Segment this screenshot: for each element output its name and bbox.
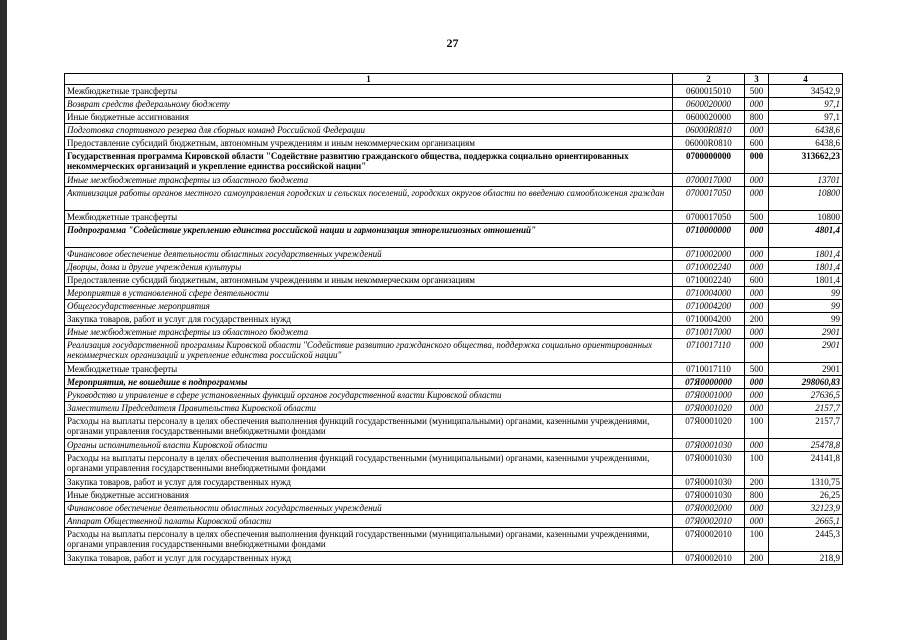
row-amount-cell: 24141,8 bbox=[769, 452, 843, 476]
table-row bbox=[65, 111, 843, 124]
row-name-cell: Руководство и управление в сфере установленных функций органов государственной власти Кировской области bbox=[65, 389, 673, 402]
row-amount-cell: 34542,9 bbox=[769, 85, 843, 98]
row-amount-cell: 10800 bbox=[769, 187, 843, 211]
row-name-cell: Межбюджетные трансферты bbox=[65, 85, 673, 98]
row-code-cell: 07Я0001030 bbox=[673, 439, 745, 452]
row-code-cell: 0710002240 bbox=[673, 274, 745, 287]
row-name-cell: Подпрограмма "Содействие укреплению единства российской нации и гармонизация этнорелигиозных отношений" bbox=[65, 224, 673, 248]
row-name-cell: Иные межбюджетные трансферты из областного бюджета bbox=[65, 174, 673, 187]
row-name-cell: Межбюджетные трансферты bbox=[65, 363, 673, 376]
row-name-cell: Возврат средств федеральному бюджету bbox=[65, 98, 673, 111]
table-row bbox=[65, 452, 843, 476]
table-row bbox=[65, 211, 843, 224]
row-type-cell: 100 bbox=[745, 415, 769, 439]
row-amount-cell: 2157,7 bbox=[769, 402, 843, 415]
row-code-cell: 07Я0002010 bbox=[673, 552, 745, 565]
row-name-cell: Мероприятия, не вошедшие в подпрограммы bbox=[65, 376, 673, 389]
row-type-cell: 100 bbox=[745, 452, 769, 476]
row-code-cell: 0600020000 bbox=[673, 111, 745, 124]
row-name-cell: Расходы на выплаты персоналу в целях обеспечения выполнения функций государственными (муниципальными) органами, казенными учреждениями, органами управления государственными внебюджетными фондами bbox=[65, 528, 673, 552]
row-code-cell: 06000R0810 bbox=[673, 124, 745, 137]
row-code-cell: 0710017000 bbox=[673, 326, 745, 339]
table-row bbox=[65, 376, 843, 389]
table-row bbox=[65, 313, 843, 326]
table-row bbox=[65, 248, 843, 261]
table-row bbox=[65, 150, 843, 174]
row-type-cell: 000 bbox=[745, 261, 769, 274]
row-type-cell: 000 bbox=[745, 98, 769, 111]
row-code-cell: 07Я0001020 bbox=[673, 402, 745, 415]
row-amount-cell: 1801,4 bbox=[769, 248, 843, 261]
column-header-type: 3 bbox=[745, 74, 769, 85]
row-name-cell: Закупка товаров, работ и услуг для государственных нужд bbox=[65, 313, 673, 326]
row-type-cell: 200 bbox=[745, 476, 769, 489]
row-type-cell: 600 bbox=[745, 137, 769, 150]
row-amount-cell: 10800 bbox=[769, 211, 843, 224]
column-header-name: 1 bbox=[65, 74, 673, 85]
row-name-cell: Финансовое обеспечение деятельности областных государственных учреждений bbox=[65, 502, 673, 515]
row-name-cell: Подготовка спортивного резерва для сборных команд Российской Федерации bbox=[65, 124, 673, 137]
row-amount-cell: 2901 bbox=[769, 363, 843, 376]
table-row bbox=[65, 287, 843, 300]
table-row bbox=[65, 326, 843, 339]
row-name-cell: Органы исполнительной власти Кировской области bbox=[65, 439, 673, 452]
row-code-cell: 06000R0810 bbox=[673, 137, 745, 150]
row-code-cell: 0600020000 bbox=[673, 98, 745, 111]
row-type-cell: 000 bbox=[745, 389, 769, 402]
row-name-cell: Закупка товаров, работ и услуг для государственных нужд bbox=[65, 552, 673, 565]
row-name-cell: Дворцы, дома и другие учреждения культуры bbox=[65, 261, 673, 274]
table-row bbox=[65, 489, 843, 502]
table-row bbox=[65, 85, 843, 98]
table-row bbox=[65, 415, 843, 439]
row-code-cell: 0710004000 bbox=[673, 287, 745, 300]
row-type-cell: 000 bbox=[745, 326, 769, 339]
row-type-cell: 000 bbox=[745, 287, 769, 300]
row-type-cell: 200 bbox=[745, 552, 769, 565]
column-header-code: 2 bbox=[673, 74, 745, 85]
row-name-cell: Финансовое обеспечение деятельности областных государственных учреждений bbox=[65, 248, 673, 261]
table-row bbox=[65, 528, 843, 552]
row-amount-cell: 97,1 bbox=[769, 111, 843, 124]
table-header-row bbox=[65, 74, 843, 85]
row-type-cell: 000 bbox=[745, 248, 769, 261]
table-row bbox=[65, 363, 843, 376]
row-amount-cell: 6438,6 bbox=[769, 137, 843, 150]
budget-table bbox=[64, 73, 843, 565]
scan-edge-bar bbox=[0, 0, 7, 640]
table-row bbox=[65, 502, 843, 515]
row-name-cell: Закупка товаров, работ и услуг для государственных нужд bbox=[65, 476, 673, 489]
table-row bbox=[65, 476, 843, 489]
row-type-cell: 500 bbox=[745, 363, 769, 376]
row-type-cell: 000 bbox=[745, 376, 769, 389]
row-type-cell: 600 bbox=[745, 274, 769, 287]
row-amount-cell: 32123,9 bbox=[769, 502, 843, 515]
row-code-cell: 0710000000 bbox=[673, 224, 745, 248]
row-type-cell: 000 bbox=[745, 439, 769, 452]
row-amount-cell: 2665,1 bbox=[769, 515, 843, 528]
row-name-cell: Межбюджетные трансферты bbox=[65, 211, 673, 224]
row-code-cell: 0710002240 bbox=[673, 261, 745, 274]
row-amount-cell: 1801,4 bbox=[769, 261, 843, 274]
row-name-cell: Иные бюджетные ассигнования bbox=[65, 489, 673, 502]
table-row bbox=[65, 300, 843, 313]
row-code-cell: 07Я0002000 bbox=[673, 502, 745, 515]
row-type-cell: 800 bbox=[745, 489, 769, 502]
row-type-cell: 800 bbox=[745, 111, 769, 124]
row-name-cell: Иные бюджетные ассигнования bbox=[65, 111, 673, 124]
row-code-cell: 0710004200 bbox=[673, 300, 745, 313]
table-row bbox=[65, 339, 843, 363]
row-code-cell: 0710004200 bbox=[673, 313, 745, 326]
row-code-cell: 07Я0001030 bbox=[673, 476, 745, 489]
row-name-cell: Государственная программа Кировской области "Содействие развитию гражданского общества, поддержка социально ориентированных некоммерческих организаций и укрепление единства российской нации" bbox=[65, 150, 673, 174]
table-row bbox=[65, 174, 843, 187]
row-type-cell: 000 bbox=[745, 502, 769, 515]
table-row bbox=[65, 137, 843, 150]
row-amount-cell: 6438,6 bbox=[769, 124, 843, 137]
row-amount-cell: 1801,4 bbox=[769, 274, 843, 287]
row-amount-cell: 2157,7 bbox=[769, 415, 843, 439]
row-name-cell: Мероприятия в установленной сфере деятельности bbox=[65, 287, 673, 300]
row-code-cell: 0710017110 bbox=[673, 363, 745, 376]
row-code-cell: 07Я0000000 bbox=[673, 376, 745, 389]
table-row bbox=[65, 274, 843, 287]
table-row bbox=[65, 552, 843, 565]
row-code-cell: 0710002000 bbox=[673, 248, 745, 261]
row-amount-cell: 298060,83 bbox=[769, 376, 843, 389]
table-row bbox=[65, 187, 843, 211]
row-type-cell: 000 bbox=[745, 174, 769, 187]
row-type-cell: 000 bbox=[745, 150, 769, 174]
row-type-cell: 000 bbox=[745, 224, 769, 248]
row-type-cell: 000 bbox=[745, 124, 769, 137]
row-type-cell: 100 bbox=[745, 528, 769, 552]
row-name-cell: Расходы на выплаты персоналу в целях обеспечения выполнения функций государственными (муниципальными) органами, казенными учреждениями, органами управления государственными внебюджетными фондами bbox=[65, 452, 673, 476]
row-amount-cell: 25478,8 bbox=[769, 439, 843, 452]
row-amount-cell: 99 bbox=[769, 300, 843, 313]
row-code-cell: 0600015010 bbox=[673, 85, 745, 98]
row-name-cell: Предоставление субсидий бюджетным, автономным учреждениям и иным некоммерческим организациям bbox=[65, 137, 673, 150]
row-type-cell: 000 bbox=[745, 402, 769, 415]
page-number: 27 bbox=[446, 36, 459, 50]
row-name-cell: Реализация государственной программы Кировской области "Содействие развитию гражданского общества, поддержка социально ориентированных некоммерческих организаций и укрепление единства российской нации" bbox=[65, 339, 673, 363]
row-type-cell: 000 bbox=[745, 515, 769, 528]
row-name-cell: Расходы на выплаты персоналу в целях обеспечения выполнения функций государственными (муниципальными) органами, казенными учреждениями, органами управления государственными внебюджетными фондами bbox=[65, 415, 673, 439]
row-code-cell: 0700017050 bbox=[673, 211, 745, 224]
row-type-cell: 000 bbox=[745, 187, 769, 211]
table-row bbox=[65, 124, 843, 137]
row-type-cell: 200 bbox=[745, 313, 769, 326]
row-amount-cell: 2901 bbox=[769, 339, 843, 363]
row-type-cell: 000 bbox=[745, 339, 769, 363]
row-type-cell: 000 bbox=[745, 300, 769, 313]
row-amount-cell: 218,9 bbox=[769, 552, 843, 565]
row-code-cell: 07Я0001000 bbox=[673, 389, 745, 402]
row-code-cell: 07Я0002010 bbox=[673, 528, 745, 552]
table-row bbox=[65, 224, 843, 248]
row-amount-cell: 2445,3 bbox=[769, 528, 843, 552]
row-name-cell: Общегосударственные мероприятия bbox=[65, 300, 673, 313]
table-row bbox=[65, 98, 843, 111]
row-code-cell: 0700017050 bbox=[673, 187, 745, 211]
row-code-cell: 07Я0001020 bbox=[673, 415, 745, 439]
table-row bbox=[65, 439, 843, 452]
row-amount-cell: 26,25 bbox=[769, 489, 843, 502]
table-row bbox=[65, 402, 843, 415]
row-amount-cell: 1310,75 bbox=[769, 476, 843, 489]
row-amount-cell: 13701 bbox=[769, 174, 843, 187]
row-code-cell: 0700017000 bbox=[673, 174, 745, 187]
row-code-cell: 07Я0002010 bbox=[673, 515, 745, 528]
table-row bbox=[65, 261, 843, 274]
row-amount-cell: 27636,5 bbox=[769, 389, 843, 402]
row-code-cell: 0700000000 bbox=[673, 150, 745, 174]
row-code-cell: 0710017110 bbox=[673, 339, 745, 363]
row-amount-cell: 97,1 bbox=[769, 98, 843, 111]
row-code-cell: 07Я0001030 bbox=[673, 489, 745, 502]
table-row bbox=[65, 515, 843, 528]
row-amount-cell: 4801,4 bbox=[769, 224, 843, 248]
row-type-cell: 500 bbox=[745, 211, 769, 224]
row-name-cell: Иные межбюджетные трансферты из областного бюджета bbox=[65, 326, 673, 339]
row-type-cell: 500 bbox=[745, 85, 769, 98]
row-name-cell: Активизация работы органов местного самоуправления городских и сельских поселений, городских округов области по введению самообложения граждан bbox=[65, 187, 673, 211]
row-amount-cell: 313662,23 bbox=[769, 150, 843, 174]
row-amount-cell: 2901 bbox=[769, 326, 843, 339]
row-name-cell: Аппарат Общественной палаты Кировской области bbox=[65, 515, 673, 528]
row-name-cell: Предоставление субсидий бюджетным, автономным учреждениям и иным некоммерческим организациям bbox=[65, 274, 673, 287]
row-amount-cell: 99 bbox=[769, 287, 843, 300]
row-code-cell: 07Я0001030 bbox=[673, 452, 745, 476]
column-header-amount: 4 bbox=[769, 74, 843, 85]
row-amount-cell: 99 bbox=[769, 313, 843, 326]
row-name-cell: Заместители Председателя Правительства Кировской области bbox=[65, 402, 673, 415]
table-row bbox=[65, 389, 843, 402]
